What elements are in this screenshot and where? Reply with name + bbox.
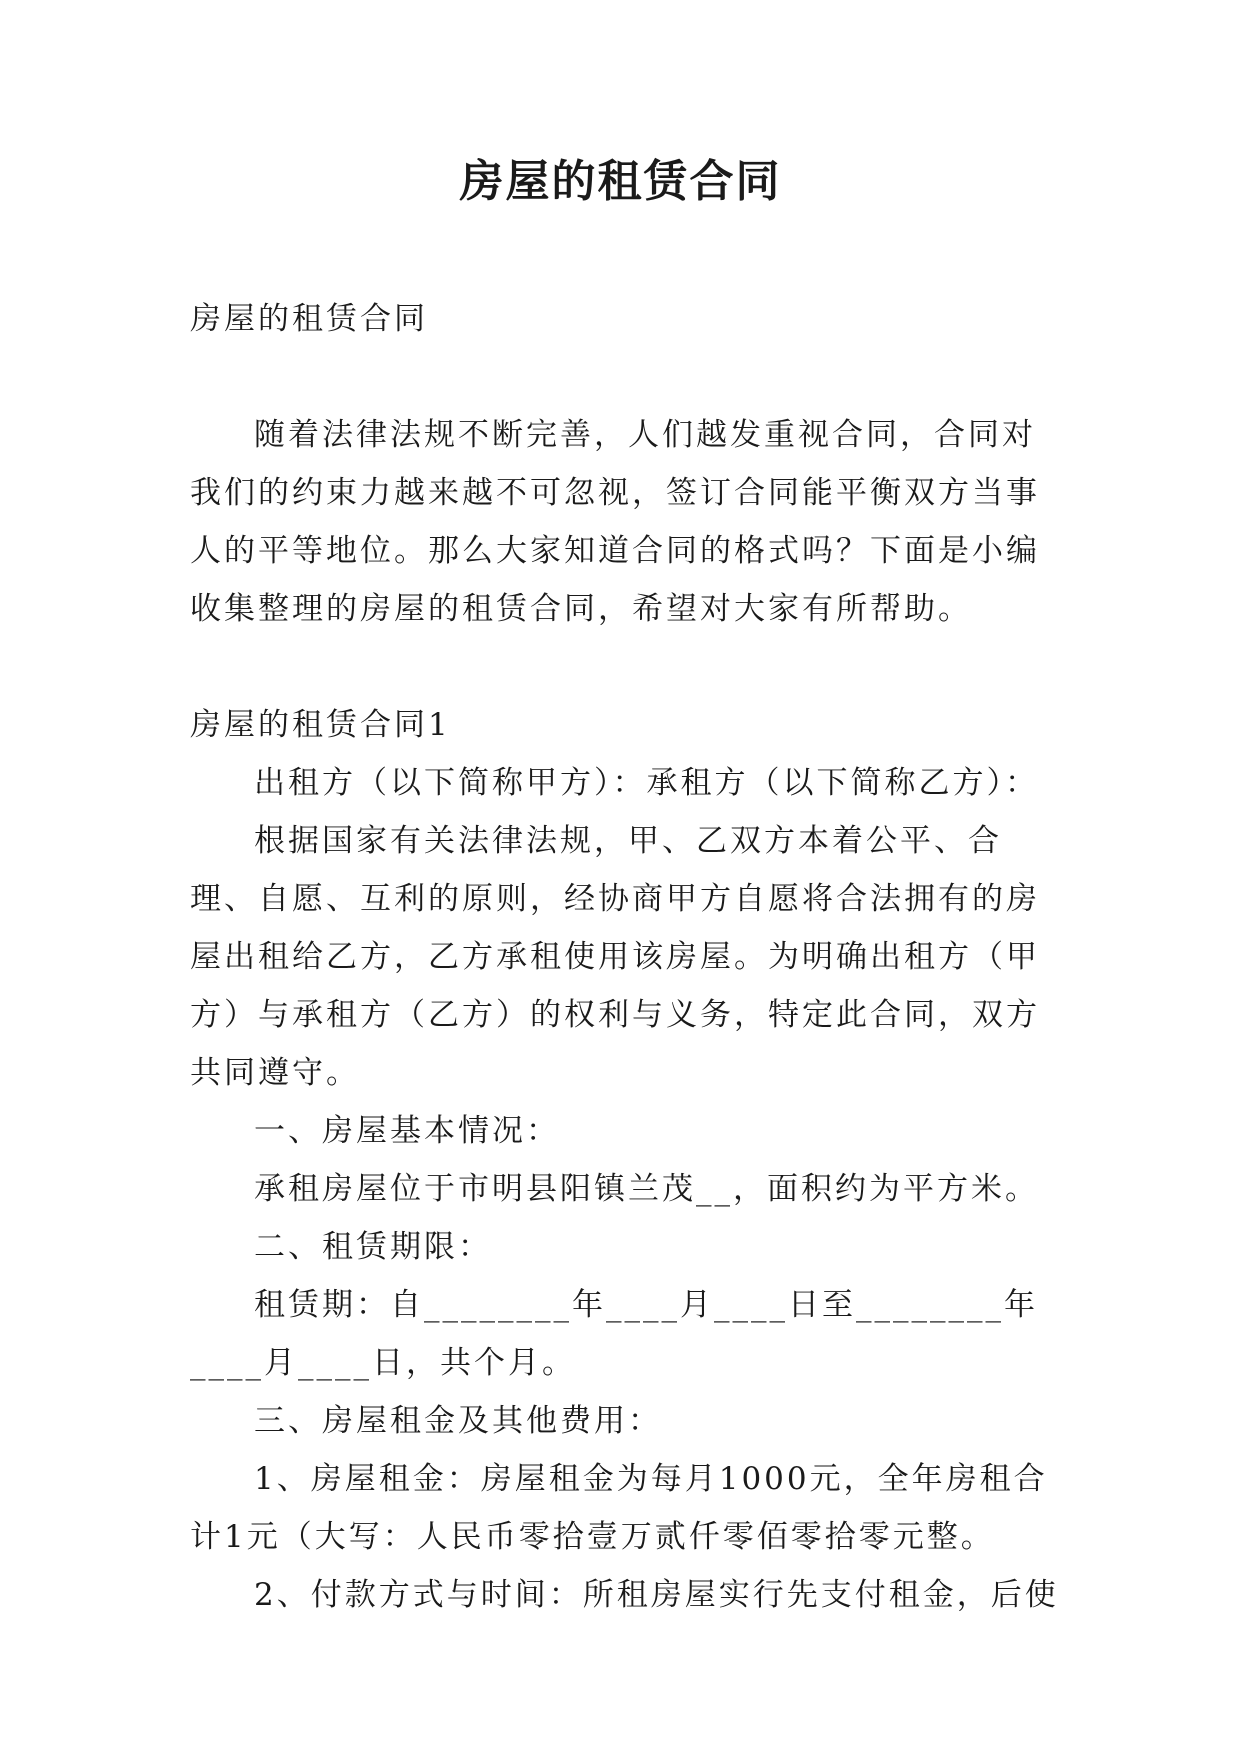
parties-paragraph: 出租方（以下简称甲方）：承租方（以下简称乙方）：: [254, 765, 1039, 801]
clause-paragraph-2: 租赁期：自________年____月____日至________年____月____日，共个月。: [190, 1287, 1038, 1381]
intro-paragraph: 随着法律法规不断完善，人们越发重视合同，合同对我们的约束力越来越不可忽视，签订合同能平衡双方当事人的平等地位。那么大家知道合同的格式吗？下面是小编收集整理的房屋的租赁合同，希望对大家有所帮助。: [190, 417, 1040, 627]
clause-heading-3: 三、房屋租金及其他费用：: [254, 1403, 662, 1439]
clause-heading-2: 二、租赁期限：: [254, 1229, 492, 1265]
clause-heading-1: 一、房屋基本情况：: [254, 1113, 560, 1149]
subtitle-paragraph: 房屋的租赁合同: [190, 301, 428, 337]
clause-paragraph-3-1: 1、房屋租金：房屋租金为每月1000元，全年房租合计1元（大写：人民币零拾壹万贰仟零佰零拾零元整。: [190, 1461, 1048, 1555]
clause-paragraph-3-2: 2、付款方式与时间：所租房屋实行先支付租金，后使: [254, 1577, 1059, 1613]
document-title: 房屋的租赁合同: [459, 156, 782, 207]
document-body: [190, 290, 1065, 1624]
clause-paragraph-1: 承租房屋位于市明县阳镇兰茂__，面积约为平方米。: [254, 1171, 1039, 1207]
preamble-paragraph: 根据国家有关法律法规，甲、乙双方本着公平、合理、自愿、互利的原则，经协商甲方自愿将合法拥有的房屋出租给乙方，乙方承租使用该房屋。为明确出租方（甲方）与承租方（乙方）的权利与义务，特定此合同，双方共同遵守。: [190, 823, 1040, 1091]
section-heading: 房屋的租赁合同1: [190, 707, 451, 743]
